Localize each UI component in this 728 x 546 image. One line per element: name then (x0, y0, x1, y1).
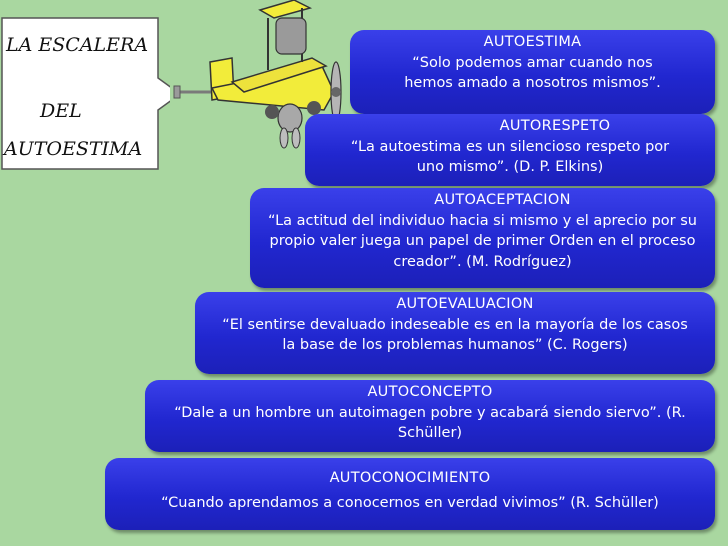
step-title: AUTOCONCEPTO (367, 384, 493, 400)
step-title: AUTOACEPTACION (434, 192, 571, 208)
step-title: AUTOEVALUACION (396, 296, 534, 312)
step-autoestima (350, 30, 715, 114)
step-quote: “El sentirse devaluado indeseable es en la mayoría de los casos la base de los problemas humanos” (C. Rogers) (222, 316, 688, 353)
step-autoconcepto (145, 380, 715, 452)
step-quote: “Cuando aprendamos a conocernos en verdad vivimos” (R. Schüller) (161, 494, 659, 511)
step-quote: “Dale a un hombre un autoimagen pobre y acabará siendo siervo”. (R. Schüller) (174, 404, 686, 441)
step-autoconocimiento (105, 458, 715, 530)
sign-line-1: LA ESCALERA (6, 34, 149, 56)
step-autoaceptacion (250, 188, 715, 288)
step-quote: “La actitud del individuo hacia si mismo y el aprecio por su propio valer juega un papel de primer Orden en el proceso creador”. (M. Rodríguez) (268, 212, 697, 270)
step-quote: “Solo podemos amar cuando nos hemos amado a nosotros mismos”. (404, 54, 661, 91)
step-title: AUTOCONOCIMIENTO (329, 470, 491, 486)
step-title: AUTORESPETO (499, 118, 611, 134)
step-autorespeto (305, 114, 715, 186)
sign-line-3: AUTOESTIMA (4, 138, 143, 160)
step-autoevaluacion (195, 292, 715, 374)
title-sign (0, 16, 170, 171)
sign-line-2: DEL (40, 100, 82, 122)
step-quote: “La autoestima es un silencioso respeto por uno mismo”. (D. P. Elkins) (350, 138, 670, 175)
step-title: AUTOESTIMA (483, 34, 582, 50)
